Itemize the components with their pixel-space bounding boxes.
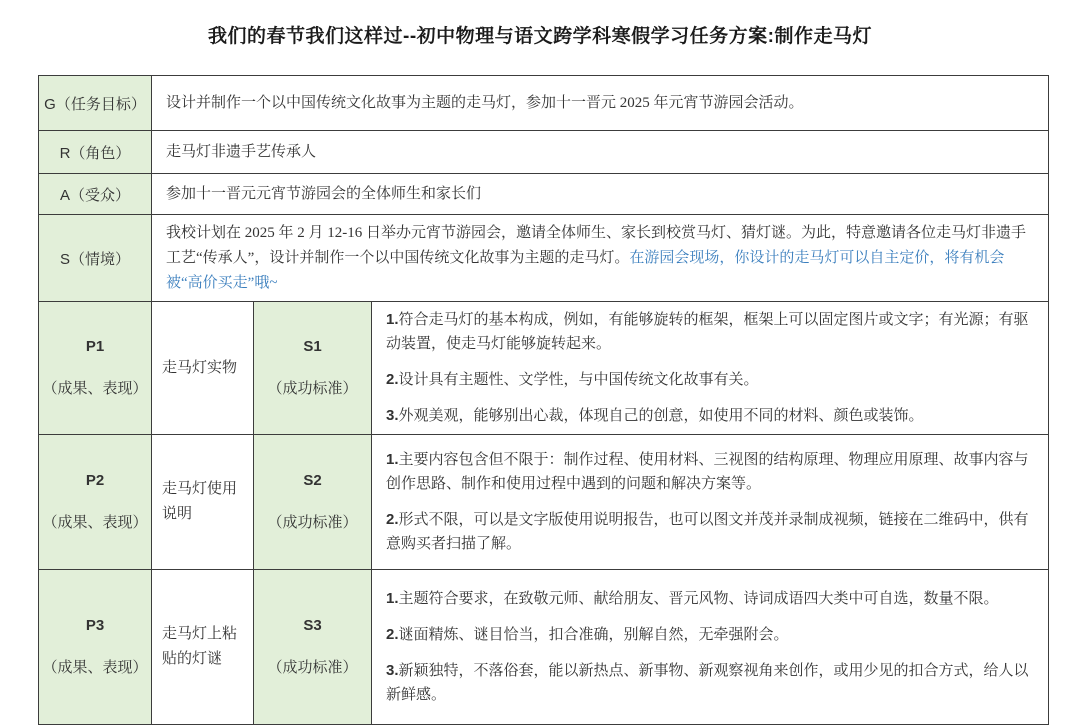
s1-label-cell <box>254 302 372 435</box>
audience-content-cell: 参加十一晋元元宵节游园会的全体师生和家长们 <box>152 174 1049 215</box>
criterion: 1.主题符合要求，在致敬元师、献给朋友、晋元风物、诗词成语四大类中可自选，数量不限。 <box>386 590 999 608</box>
role-content-cell: 走马灯非遗手艺传承人 <box>152 131 1049 174</box>
s2-label-cell <box>254 435 372 570</box>
situation-highlight-text: 在游园会现场，你设计的走马灯可以自主定价，将有机会被“高价买走”哦~ <box>166 249 1005 291</box>
p3-product-cell: 走马灯上粘贴的灯谜 <box>152 570 254 725</box>
criterion: 3.新颖独特，不落俗套，能以新热点、新事物、新观察视角来创作，或用少见的扣合方式，给人以新鲜感。 <box>386 662 1029 704</box>
p3-label-cell <box>39 570 152 725</box>
p1-sub: （成果、表现） <box>42 380 148 398</box>
p3-code: P3 <box>85 617 105 635</box>
row-goal <box>39 76 1049 131</box>
row-role <box>39 131 1049 174</box>
criterion: 1.主要内容包含但不限于：制作过程、使用材料、三视图的结构原理、物理应用原理、故事内容与创作思路、制作和使用过程中遇到的问题和解决方案等。 <box>386 451 1029 493</box>
situation-text: 我校计划在 2025 年 2 月 12-16 日举办元宵节游园会，邀请全体师生、家长到校赏马灯、猜灯谜。为此，特意邀请各位走马灯非遗手工艺“传承人”，设计并制作一个以中国传统文化故事为主题的走马灯。 <box>166 225 1027 266</box>
s2-sub: （成功标准） <box>267 514 358 532</box>
criterion: 2.设计具有主题性、文学性，与中国传统文化故事有关。 <box>386 371 759 389</box>
p2-code: P2 <box>85 472 105 490</box>
grasps-task-table <box>38 75 1049 725</box>
row-situation <box>39 215 1049 302</box>
p2-product-cell: 走马灯使用说明 <box>152 435 254 570</box>
p2-sub: （成果、表现） <box>42 514 148 532</box>
s2-criteria-cell <box>372 435 1049 570</box>
criterion: 1.符合走马灯的基本构成，例如，有能够旋转的框架，框架上可以固定图片或文字；有光源；有驱动装置，使走马灯能够旋转起来。 <box>386 311 1029 353</box>
goal-content-cell: 设计并制作一个以中国传统文化故事为主题的走马灯，参加十一晋元 2025 年元宵节游园会活动。 <box>152 76 1049 131</box>
row-p2 <box>39 435 1049 570</box>
criterion: 3.外观美观，能够别出心裁，体现自己的创意，如使用不同的材料、颜色或装饰。 <box>386 407 924 425</box>
s3-code: S3 <box>303 617 322 635</box>
p1-label-cell <box>39 302 152 435</box>
row-p3 <box>39 570 1049 725</box>
p2-label-cell <box>39 435 152 570</box>
p3-sub: （成果、表现） <box>42 659 148 677</box>
page-title: 我们的春节我们这样过--初中物理与语文跨学科寒假学习任务方案:制作走马灯 <box>208 26 872 47</box>
situation-content-cell <box>152 215 1049 302</box>
p1-code: P1 <box>85 338 105 356</box>
s1-criteria-cell <box>372 302 1049 435</box>
role-label-cell: R（角色） <box>39 131 152 174</box>
s1-sub: （成功标准） <box>267 380 358 398</box>
row-audience <box>39 174 1049 215</box>
audience-label-cell: A（受众） <box>39 174 152 215</box>
situation-label-cell: S（情境） <box>39 215 152 302</box>
row-p1 <box>39 302 1049 435</box>
p1-product-cell: 走马灯实物 <box>152 302 254 435</box>
s3-sub: （成功标准） <box>267 659 358 677</box>
s3-criteria-cell <box>372 570 1049 725</box>
s2-code: S2 <box>303 472 322 490</box>
s3-label-cell <box>254 570 372 725</box>
goal-label-cell: G（任务目标） <box>39 76 152 131</box>
s1-code: S1 <box>303 338 322 356</box>
criterion: 2.谜面精炼、谜目恰当，扣合准确，别解自然，无牵强附会。 <box>386 626 789 644</box>
criterion: 2.形式不限，可以是文字版使用说明报告，也可以图文并茂并录制成视频，链接在二维码中，供有意购买者扫描了解。 <box>386 511 1029 553</box>
